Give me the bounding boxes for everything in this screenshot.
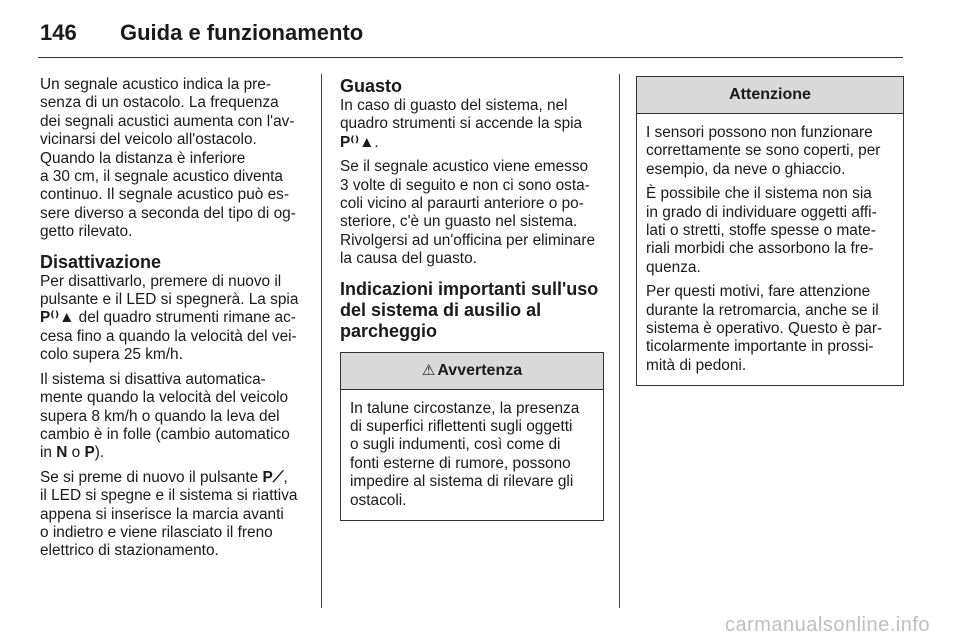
- page-header: [38, 16, 908, 56]
- text-segment: .: [374, 133, 379, 151]
- warning-triangle-icon: ⚠: [421, 361, 436, 379]
- paragraph-auto-disable: [40, 371, 308, 463]
- column-1: [40, 76, 308, 567]
- paragraph-disable: [40, 273, 308, 365]
- text-segment: , il LED si spegne e il sistema si riattiva appena si inserisce la marcia avanti o indietro e viene rilasciato il freno elettrico di stazionamento.: [40, 468, 298, 560]
- parking-warning-icon: P⁽⁾▲: [40, 309, 75, 327]
- chapter-title: Guida e funzionamento: [120, 20, 364, 45]
- attention-paragraph-3: Per questi motivi, fare attenzione durante la retromarcia, anche se il sistema è operativo. Questo è par- ticolarmente importante in prossi- mità di pedoni.: [646, 283, 883, 374]
- attention-box: [636, 76, 904, 386]
- gear-n-label: N: [56, 444, 68, 462]
- warning-header: [341, 353, 603, 390]
- text-segment: Per disattivarlo, premere di nuovo il pulsante e il LED si spegnerà. La spia: [40, 272, 299, 309]
- text-segment: In caso di guasto del sistema, nel quadro strumenti si accende la spia: [340, 97, 583, 133]
- paragraph-fault-lamp: [340, 97, 604, 152]
- warning-body: [341, 390, 603, 520]
- page-number: 146: [40, 20, 77, 45]
- paragraph-reactivate: [40, 469, 308, 561]
- heading-guasto: Guasto: [340, 76, 403, 96]
- column-divider-1: [321, 74, 322, 608]
- gear-p-label: P: [84, 444, 95, 462]
- column-3: [636, 76, 904, 386]
- warning-title: Avvertenza: [437, 361, 523, 379]
- text-segment: ).: [94, 444, 105, 462]
- parking-button-icon: P⟋: [262, 468, 284, 486]
- heading-indicazioni: Indicazioni importanti sull'uso del sistema di ausilio al parcheggio: [340, 278, 599, 341]
- warning-text: In talune circostanze, la presenza di superfici riflettenti sugli oggetti o sugli indumenti, così come di fonti esterne di rumore, possono impedire al sistema di rilevare gli ostacoli.: [350, 399, 580, 509]
- attention-paragraph-1: I sensori possono non funzionare correttamente se sono coperti, per esempio, da neve o ghiaccio.: [646, 124, 881, 178]
- attention-paragraph-2: È possibile che il sistema non sia in grado di individuare oggetti affi- lati o stretti, stoffe spesse o mate- riali morbidi che assorbono la fre- quenza.: [646, 185, 877, 276]
- text-segment: Il sistema si disattiva automatica- mente quando la velocità del veicolo supera 8 km/h o quando la leva del cambio è in folle (cambio automatico in: [40, 370, 290, 462]
- attention-body: [637, 114, 903, 385]
- column-divider-2: [619, 74, 620, 608]
- paragraph-intro: Un segnale acustico indica la pre- senza di un ostacolo. La frequenza dei segnali acustici aumenta con l'av- vicinarsi del veicolo all'ostacolo. Quando la distanza è inferiore a 30 cm, il segnale acustico diventa continuo. Il segnale acustico può es- sere diverso a seconda del tipo di og- getto rilevato.: [40, 76, 296, 241]
- text-segment: Se si preme di nuovo il pulsante: [40, 468, 263, 486]
- paragraph-fault-signal: Se il segnale acustico viene emesso 3 volte di seguito e non ci sono osta- coli vicino al paraurti anteriore o po- steriore, c'è un guasto nel sistema. Rivolgersi ad un'officina per eliminare la causa del guasto.: [340, 158, 596, 268]
- header-rule: [38, 57, 903, 58]
- heading-disattivazione: Disattivazione: [40, 251, 162, 272]
- text-segment: del quadro strumenti rimane ac- cesa fino a quando la velocità del vei- colo supera 25 km/h.: [40, 309, 297, 364]
- text-segment: o: [67, 444, 85, 462]
- column-2: [340, 76, 604, 521]
- watermark: carmanualsonline.info: [724, 614, 930, 636]
- attention-title: Attenzione: [637, 77, 903, 114]
- warning-box: [340, 352, 604, 521]
- parking-warning-icon: P⁽⁾▲: [340, 133, 375, 151]
